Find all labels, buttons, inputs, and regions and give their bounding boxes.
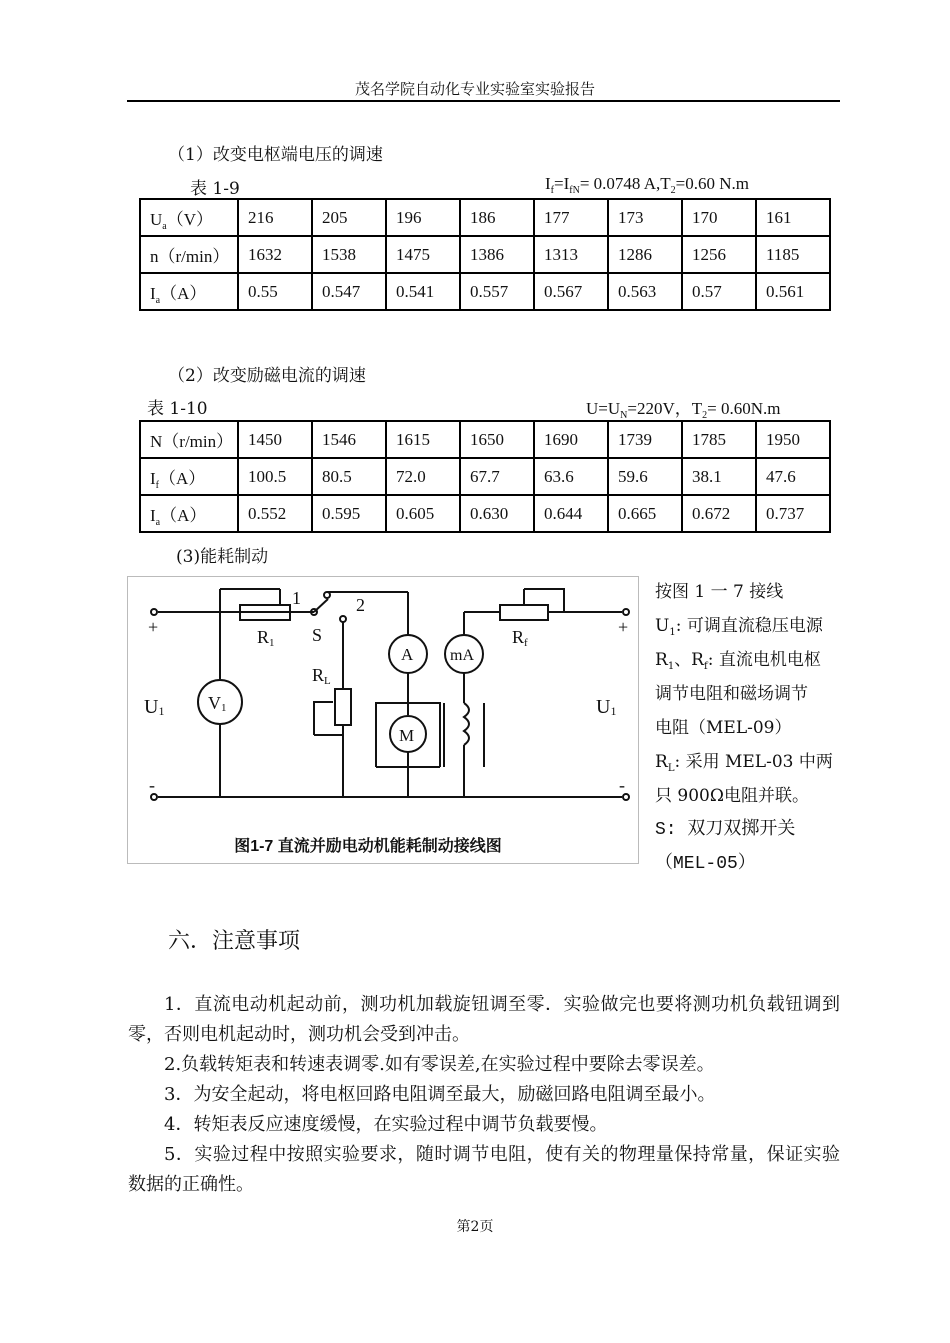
fig-minus-left: - — [149, 775, 155, 795]
page-number: 第2页 — [456, 1219, 494, 1235]
table-cell: 1690 — [534, 421, 608, 458]
row-label-cell: n（r/min） — [140, 236, 238, 273]
fig-r1-label: R1 — [257, 627, 275, 649]
table-cell: 186 — [460, 199, 534, 236]
table-cell: 67.7 — [460, 458, 534, 495]
fig-rf-label: Rf — [512, 627, 528, 649]
table-cell: 0.672 — [682, 495, 756, 532]
table-cell: 1286 — [608, 236, 682, 273]
section3-heading: (3)能耗制动 — [176, 547, 269, 567]
row-label-cell: $U_a(V)$ — [140, 199, 238, 236]
section1-heading: （1）改变电枢端电压的调速 — [168, 145, 383, 165]
fig-plus-right: + — [618, 617, 629, 637]
table1-label: 表 1-9 — [190, 179, 240, 199]
side-note-8: S: 双刀双掷开关 — [655, 820, 796, 840]
row-label-cell: $I_f(A)$ — [140, 458, 238, 495]
table-cell: 0.737 — [756, 495, 830, 532]
row-label-cell: N（r/min） — [140, 421, 238, 458]
side-note-3: $R_1$、$R_f$: 直流电机电枢 — [655, 650, 821, 672]
table-cell: 72.0 — [386, 458, 460, 495]
table-cell: 205 — [312, 199, 386, 236]
table-cell: 1313 — [534, 236, 608, 273]
table-cell: 47.6 — [756, 458, 830, 495]
table-cell: 1450 — [238, 421, 312, 458]
table-row — [140, 199, 830, 236]
table-cell: 177 — [534, 199, 608, 236]
table-cell: 0.644 — [534, 495, 608, 532]
row-label-cell: $I_a(A)$ — [140, 273, 238, 310]
section6-heading: 六．注意事项 — [168, 929, 301, 954]
table-cell: 100.5 — [238, 458, 312, 495]
fig-milliammeter-label: mA — [450, 647, 474, 664]
fig-switch-pos1: 1 — [292, 588, 301, 608]
table-cell: 1546 — [312, 421, 386, 458]
figure-caption: 图1-7 直流并励电动机能耗制动接线图 — [234, 838, 502, 855]
table-cell: 80.5 — [312, 458, 386, 495]
precaution-item: 3．为安全起动，将电枢回路电阻调至最大，励磁回路电阻调至最小。 — [164, 1084, 716, 1105]
side-note-4: 调节电阻和磁场调节 — [655, 684, 808, 704]
fig-minus-right: - — [619, 775, 625, 795]
header-rule — [127, 100, 840, 102]
table-cell: 161 — [756, 199, 830, 236]
table-cell: 0.605 — [386, 495, 460, 532]
table-cell: 0.665 — [608, 495, 682, 532]
table-cell: 1650 — [460, 421, 534, 458]
table-row — [140, 273, 830, 310]
table-cell: 0.55 — [238, 273, 312, 310]
table-cell: 1475 — [386, 236, 460, 273]
table-cell: 0.541 — [386, 273, 460, 310]
precaution-item: 5．实验过程中按照实验要求，随时调节电阻，使有关的物理量保持常量，保证实验数据的正确性。 — [128, 1144, 840, 1195]
table-cell: 38.1 — [682, 458, 756, 495]
fig-u-right: U1 — [596, 696, 617, 718]
table1-conditions: $I_f=I_{fN}= 0.0748$ $A,T_2=0.60$ N.m — [545, 174, 749, 196]
circuit-diagram — [128, 577, 638, 827]
table-1-10 — [139, 420, 831, 533]
table-cell: 216 — [238, 199, 312, 236]
table-cell: 173 — [608, 199, 682, 236]
side-note-5: 电阻（MEL-09） — [655, 718, 792, 738]
precaution-item: 4．转矩表反应速度缓慢，在实验过程中调节负载要慢。 — [164, 1114, 608, 1135]
fig-u-left: U1 — [144, 696, 165, 718]
fig-v1-label: V1 — [208, 693, 227, 714]
table2-conditions: $U=U_N=220V$，$T_2= 0.60N.m$ — [586, 399, 781, 421]
page-header-title: 茂名学院自动化专业实验室实验报告 — [354, 80, 595, 98]
section2-heading: （2）改变励磁电流的调速 — [168, 366, 366, 386]
table-cell: 1739 — [608, 421, 682, 458]
row-label-cell: $I_a(A)$ — [140, 495, 238, 532]
table-row — [140, 495, 830, 532]
figure-side-notes — [655, 575, 833, 881]
table-cell: 170 — [682, 199, 756, 236]
side-note-9: （MEL-05） — [655, 854, 756, 874]
table-cell: 63.6 — [534, 458, 608, 495]
table-cell: 0.57 — [682, 273, 756, 310]
fig-plus-left: + — [148, 617, 159, 637]
fig-motor-label: M — [399, 726, 415, 745]
table-cell: 1632 — [238, 236, 312, 273]
table-cell: 0.552 — [238, 495, 312, 532]
table-cell: 1256 — [682, 236, 756, 273]
fig-ammeter-label: A — [401, 645, 414, 664]
side-note-1: 按图 1 一 7 接线 — [655, 582, 784, 602]
table-row — [140, 236, 830, 273]
table-cell: 1950 — [756, 421, 830, 458]
table-cell: 0.595 — [312, 495, 386, 532]
side-note-6: $R_L$: 采用 MEL-03 中两 — [655, 752, 833, 774]
side-note-2: $U_1$: 可调直流稳压电源 — [655, 616, 823, 638]
table-cell: 1785 — [682, 421, 756, 458]
fig-switch-pos2: 2 — [356, 595, 365, 615]
precaution-item: 2.负载转矩表和转速表调零.如有零误差,在实验过程中要除去零误差。 — [164, 1054, 715, 1075]
table-cell: 1615 — [386, 421, 460, 458]
table-cell: 1185 — [756, 236, 830, 273]
table-cell: 0.563 — [608, 273, 682, 310]
table-cell: 1386 — [460, 236, 534, 273]
table-cell: 0.561 — [756, 273, 830, 310]
table2-label: 表 1-10 — [147, 399, 208, 419]
fig-rl-label: RL — [312, 665, 331, 687]
table-cell: 59.6 — [608, 458, 682, 495]
side-note-7: 只 900Ω电阻并联。 — [655, 786, 809, 806]
table-row — [140, 458, 830, 495]
circuit-figure — [127, 576, 639, 864]
table-1-9 — [139, 198, 831, 311]
table-row — [140, 421, 830, 458]
table-cell: 0.547 — [312, 273, 386, 310]
fig-switch-label: S — [312, 625, 323, 645]
precautions-list — [128, 990, 840, 1200]
table-cell: 0.567 — [534, 273, 608, 310]
table-cell: 1538 — [312, 236, 386, 273]
table-cell: 0.557 — [460, 273, 534, 310]
table-cell: 196 — [386, 199, 460, 236]
precaution-item: 1．直流电动机起动前，测功机加载旋钮调至零．实验做完也要将测功机负载钮调到零，否则电机起动时，测功机会受到冲击。 — [128, 994, 840, 1045]
table-cell: 0.630 — [460, 495, 534, 532]
